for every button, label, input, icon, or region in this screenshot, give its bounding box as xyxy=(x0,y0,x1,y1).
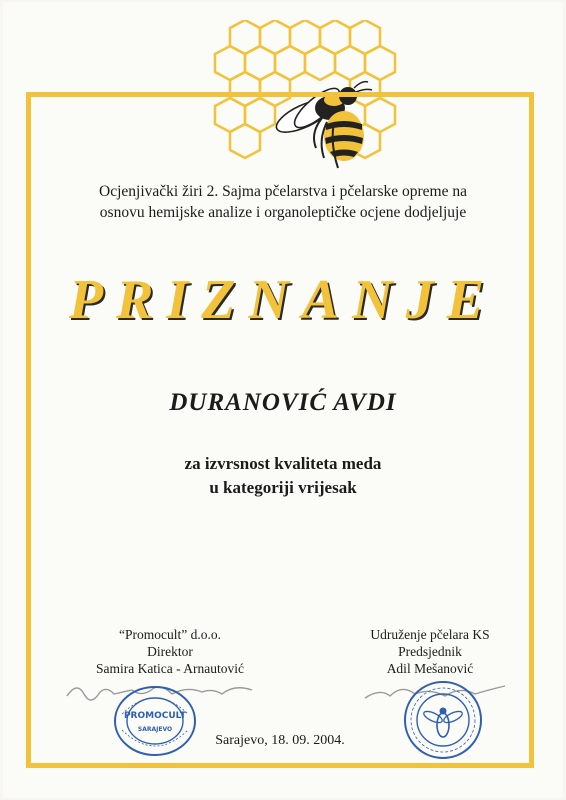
issuer-left-name: Samira Katica - Arnautović xyxy=(95,661,245,676)
recipient-name: DURANOVIĆ AVDI xyxy=(169,389,397,416)
issuer-left-block xyxy=(70,626,270,677)
stamp-promocult-text: PROMOCULT xyxy=(123,711,187,721)
issuer-right-organization: Udruženje pčelara KS xyxy=(370,627,490,642)
issuer-left-company: “Promocult” d.o.o. xyxy=(119,627,221,642)
intro-line-2: osnovu hemijske analize i organoleptičke ocjene dodjeljuje xyxy=(99,204,467,221)
beekeepers-association-stamp xyxy=(402,680,484,760)
issuer-left-role: Direktor xyxy=(147,644,193,659)
certificate-title: PRIZNANJE xyxy=(68,269,498,331)
issue-date: Sarajevo, 18. 09. 2004. xyxy=(215,733,345,748)
intro-line-1: Ocjenjivački žiri 2. Sajma pčelarstva i pčelarske opreme na xyxy=(99,183,467,200)
reason-line-2: u kategoriji vrijesak xyxy=(209,478,357,497)
intro-text xyxy=(40,181,526,223)
issuer-right-role: Predsjednik xyxy=(398,644,462,659)
issuer-right-block xyxy=(330,626,530,677)
issuer-right-name: Adil Mešanović xyxy=(386,661,474,676)
stamp-city-text: SARAJEVO xyxy=(137,726,173,733)
award-reason xyxy=(40,452,526,500)
reason-line-1: za izvrsnost kvaliteta meda xyxy=(184,454,382,473)
